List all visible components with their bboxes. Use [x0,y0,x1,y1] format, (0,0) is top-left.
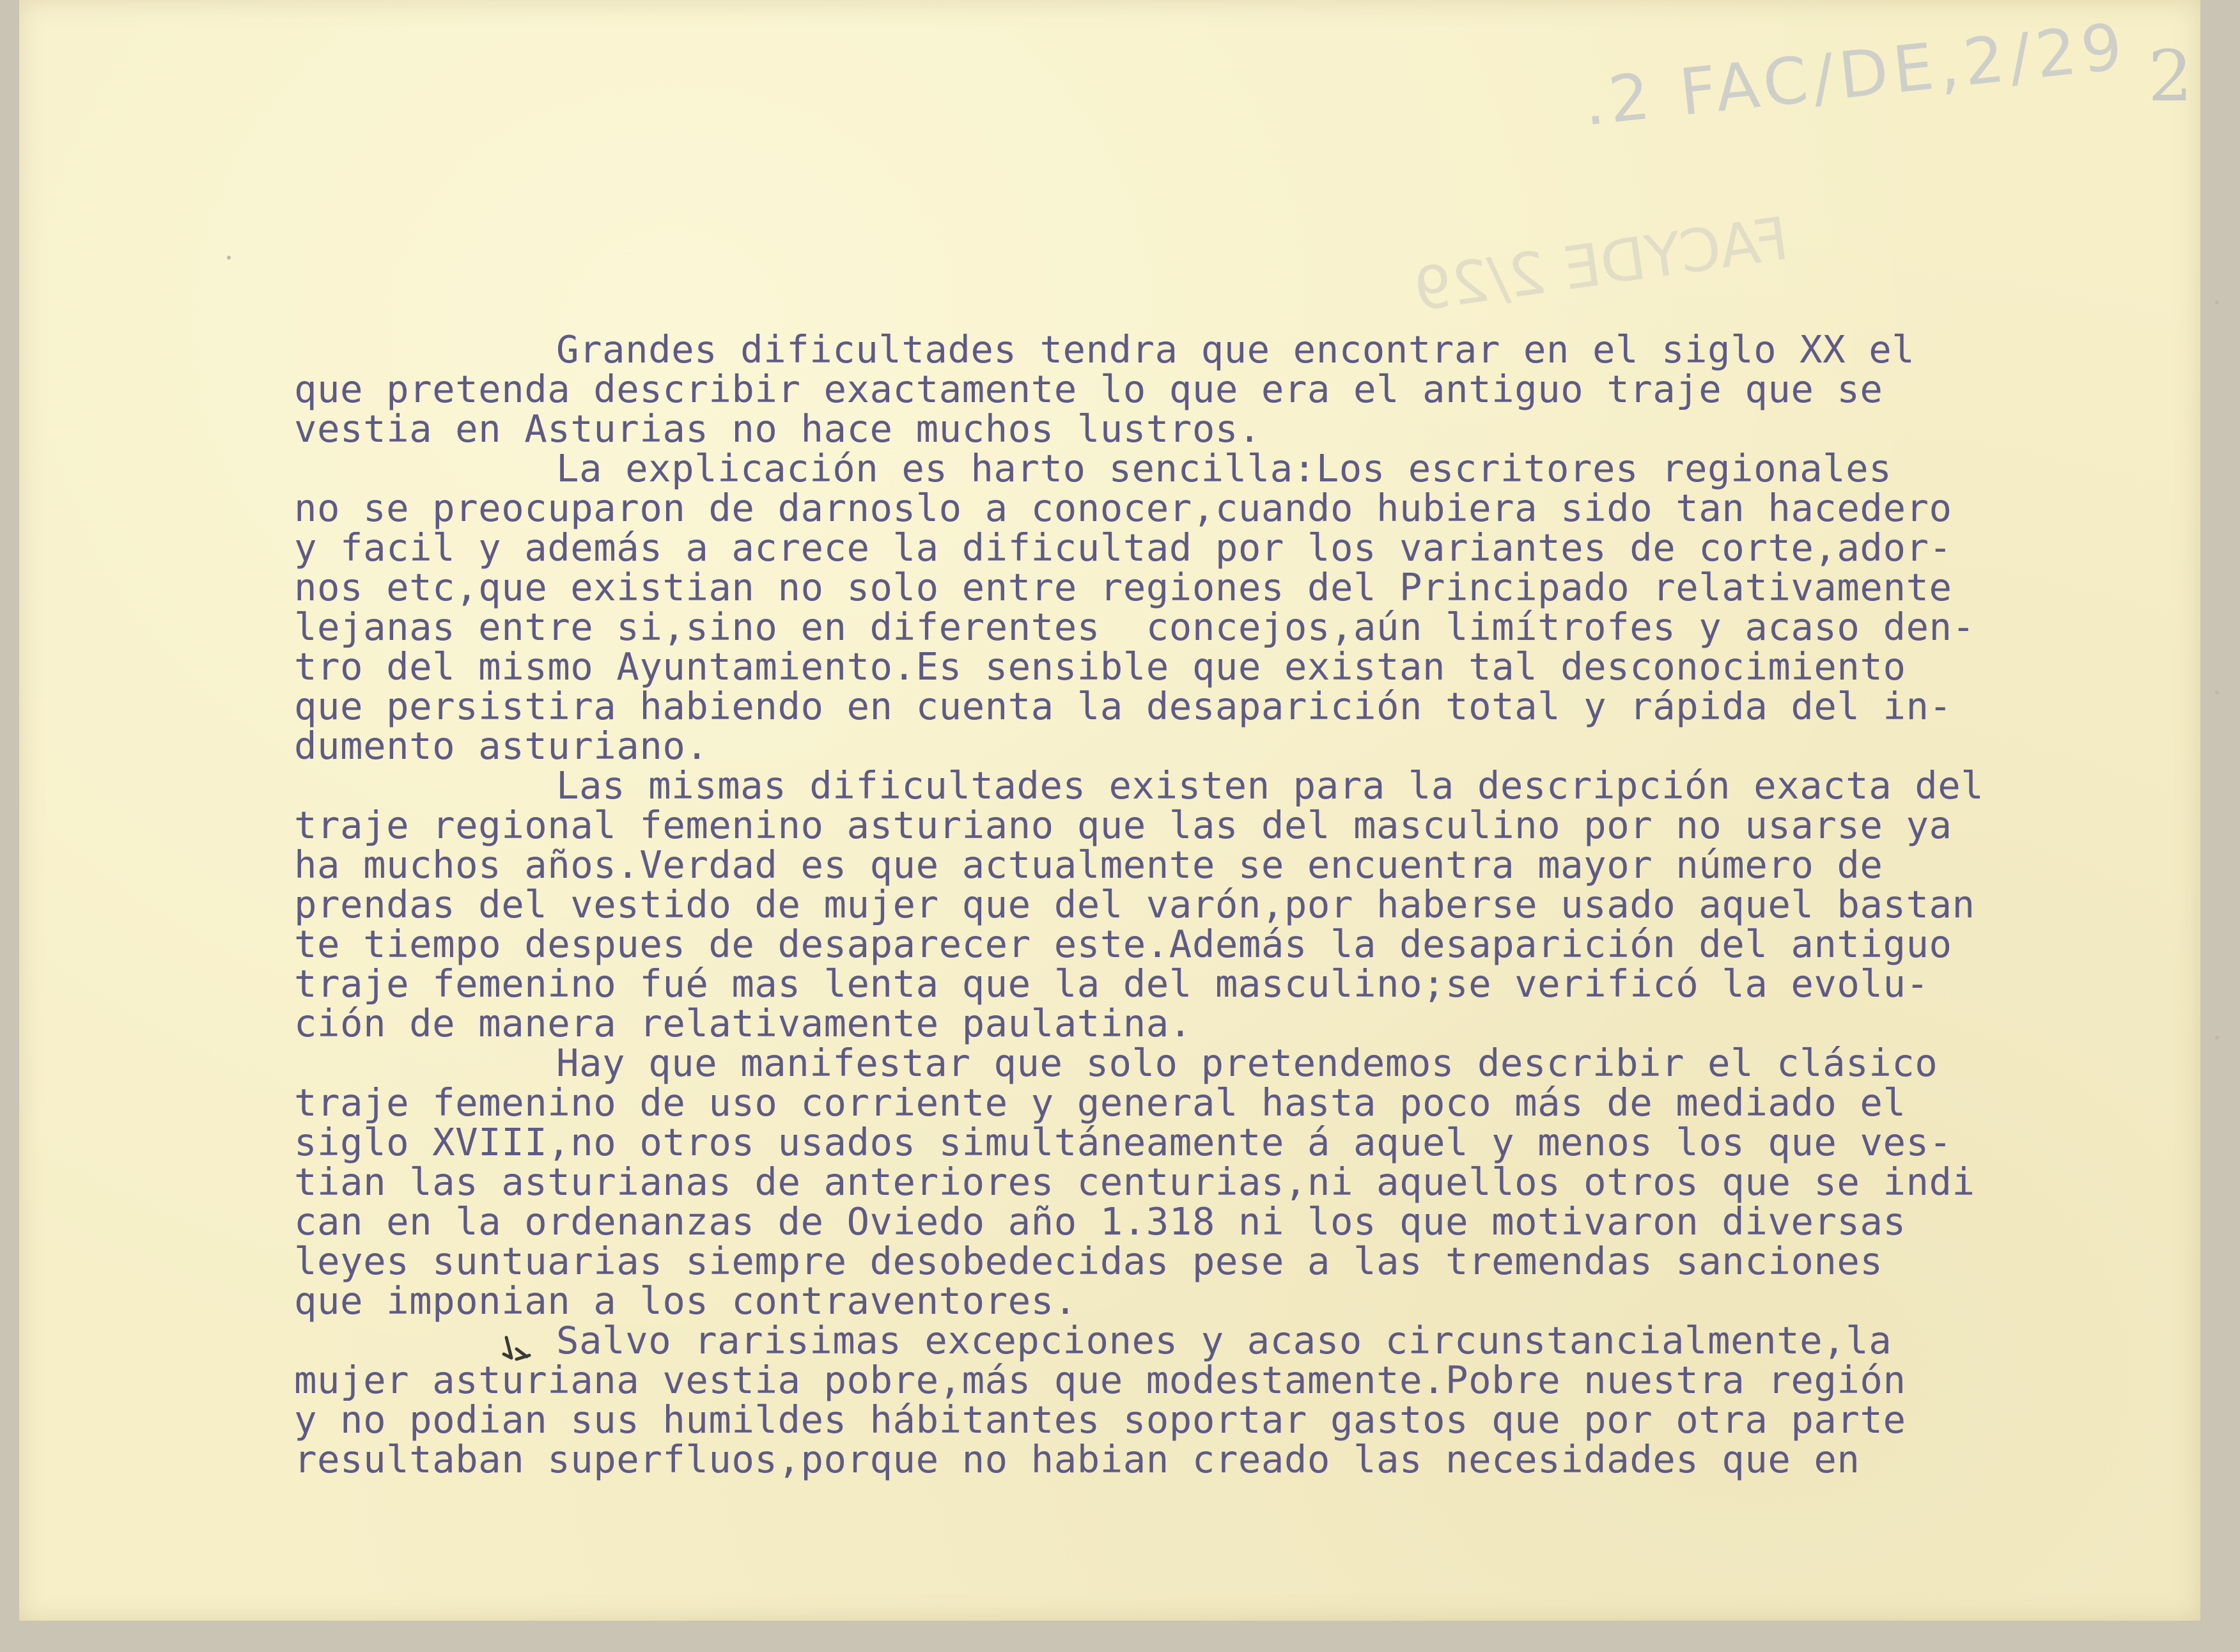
text-line: que imponian a los contraventores. [294,1279,1077,1323]
archive-reference-stamp: .2 FAC/DE,2/29 [1580,8,2131,141]
text-line: traje regional femenino asturiano que las del masculino por no usarse ya [294,803,1952,847]
text-line: vestia en Asturias no hace muchos lustros. [294,407,1261,451]
text-line: Salvo rarisimas excepciones y acaso circunstancialmente,la [556,1318,1892,1362]
paper-speck [227,256,231,260]
text-line: que pretenda describir exactamente lo que era el antiguo traje que se [294,367,1883,411]
text-line: prendas del vestido de mujer que del varón,por haberse usado aquel bastan [294,882,1975,926]
text-line: leyes suntuarias siempre desobedecidas pese a las tremendas sanciones [294,1239,1883,1283]
text-line: can en la ordenanzas de Oviedo año 1.318 ni los que motivaron diversas [294,1199,1906,1243]
text-line: y facil y además a acrece la dificultad por los variantes de corte,ador- [294,526,1952,570]
text-line: traje femenino de uso corriente y general hasta poco más de mediado el [294,1080,1906,1125]
text-line: Hay que manifestar que solo pretendemos describir el clásico [556,1041,1938,1085]
text-line: no se preocuparon de darnoslo a conocer,cuando hubiera sido tan hacedero [294,486,1952,530]
text-line: tro del mismo Ayuntamiento.Es sensible que existan tal desconocimiento [294,644,1906,689]
text-line: traje femenino fué mas lenta que la del masculino;se verificó la evolu- [294,962,1929,1006]
text-line: nos etc,que existian no solo entre regiones del Principado relativamente [294,565,1952,609]
page-number: 2 [2148,35,2193,117]
text-line: que persistira habiendo en cuenta la desaparición total y rápida del in- [294,684,1952,728]
paper-speck [2215,690,2219,694]
text-line: Las mismas dificultades existen para la descripción exacta del [556,763,1984,807]
text-line: ción de manera relativamente paulatina. [294,1001,1192,1045]
text-line: dumento asturiano. [294,724,709,768]
text-line: lejanas entre si,sino en diferentes concejos,aún limítrofes y acaso den- [294,605,1975,649]
text-line: y no podian sus humildes hábitantes soportar gastos que por otra parte [294,1398,1906,1442]
paper-speck [2215,300,2219,304]
bleed-through-stamp: FACYDE 2/29 [1410,204,1793,325]
paper-speck [2215,1036,2219,1040]
text-line: La explicación es harto sencilla:Los escritores regionales [556,446,1892,490]
text-line: mujer asturiana vestia pobre,más que modestamente.Pobre nuestra región [294,1358,1906,1402]
document-page [19,0,2200,1621]
text-line: siglo XVIII,no otros usados simultáneamente á aquel y menos los que ves- [294,1120,1952,1164]
text-line: te tiempo despues de desaparecer este.Además la desaparición del antiguo [294,922,1952,966]
text-line: ha muchos años.Verdad es que actualmente se encuentra mayor número de [294,843,1883,887]
text-line: resultaban superfluos,porque no habian creado las necesidades que en [294,1437,1860,1481]
text-line: Grandes dificultades tendra que encontrar en el siglo XX el [556,327,1915,371]
text-line: tian las asturianas de anteriores centurias,ni aquellos otros que se indi [294,1160,1975,1204]
handwritten-insertion-mark-icon [497,1330,536,1368]
